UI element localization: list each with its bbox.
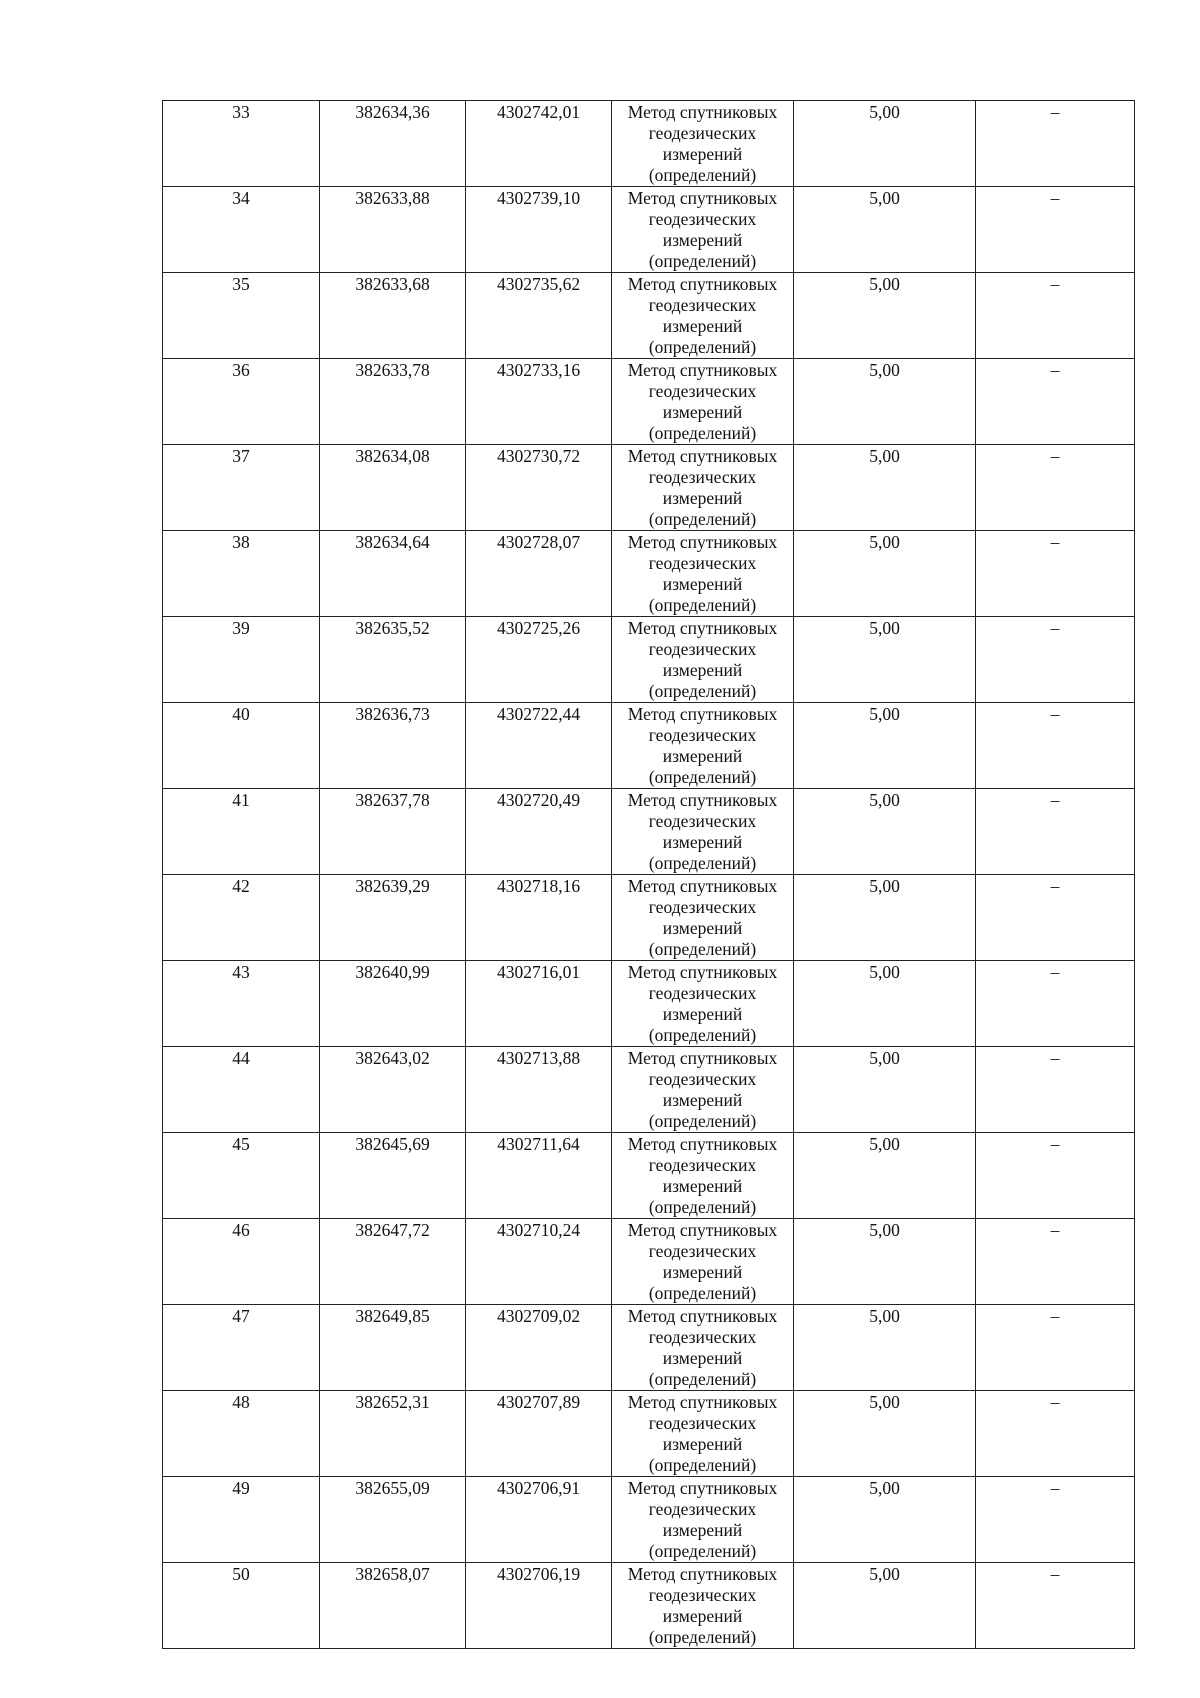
method-cell-text: Метод спутниковых геодезических измерений (определений) <box>627 446 778 529</box>
point-number-cell-text: 40 <box>232 704 250 724</box>
method-cell-text: Метод спутниковых геодезических измерений (определений) <box>627 1048 778 1131</box>
y-coordinate-cell <box>466 703 612 789</box>
y-coordinate-cell <box>466 961 612 1047</box>
y-coordinate-cell <box>466 1047 612 1133</box>
x-coordinate-cell-text: 382645,69 <box>355 1134 430 1154</box>
method-cell <box>612 445 794 531</box>
note-cell <box>976 531 1135 617</box>
table-row <box>163 101 1135 187</box>
x-coordinate-cell-text: 382639,29 <box>355 876 430 896</box>
x-coordinate-cell-text: 382637,78 <box>355 790 430 810</box>
note-cell <box>976 445 1135 531</box>
accuracy-cell <box>794 1563 976 1649</box>
x-coordinate-cell <box>320 1219 466 1305</box>
y-coordinate-cell <box>466 789 612 875</box>
accuracy-cell-text: 5,00 <box>869 102 900 122</box>
point-number-cell-text: 48 <box>232 1392 250 1412</box>
y-coordinate-cell-text: 4302742,01 <box>496 102 581 122</box>
table-row <box>163 531 1135 617</box>
point-number-cell-text: 39 <box>232 618 250 638</box>
note-cell <box>976 703 1135 789</box>
y-coordinate-cell-text: 4302710,24 <box>496 1220 581 1240</box>
method-cell <box>612 1391 794 1477</box>
method-cell <box>612 1133 794 1219</box>
method-cell-text: Метод спутниковых геодезических измерений (определений) <box>627 962 778 1045</box>
point-number-cell <box>163 1305 320 1391</box>
note-cell <box>976 1563 1135 1649</box>
note-cell <box>976 789 1135 875</box>
table-row <box>163 961 1135 1047</box>
point-number-cell <box>163 1563 320 1649</box>
x-coordinate-cell <box>320 961 466 1047</box>
x-coordinate-cell <box>320 1133 466 1219</box>
method-cell <box>612 273 794 359</box>
accuracy-cell <box>794 1305 976 1391</box>
accuracy-cell <box>794 1133 976 1219</box>
method-cell <box>612 101 794 187</box>
x-coordinate-cell-text: 382633,78 <box>355 360 430 380</box>
table-row <box>163 875 1135 961</box>
table-row <box>163 1305 1135 1391</box>
point-number-cell <box>163 789 320 875</box>
y-coordinate-cell <box>466 1563 612 1649</box>
accuracy-cell-text: 5,00 <box>869 446 900 466</box>
note-cell <box>976 875 1135 961</box>
note-cell <box>976 359 1135 445</box>
coordinates-table <box>162 100 1135 1649</box>
x-coordinate-cell <box>320 789 466 875</box>
method-cell <box>612 1563 794 1649</box>
note-cell-text: – <box>1050 188 1060 208</box>
point-number-cell <box>163 617 320 703</box>
x-coordinate-cell <box>320 101 466 187</box>
point-number-cell <box>163 875 320 961</box>
y-coordinate-cell <box>466 531 612 617</box>
accuracy-cell-text: 5,00 <box>869 1134 900 1154</box>
method-cell-text: Метод спутниковых геодезических измерений (определений) <box>627 1392 778 1475</box>
table-row <box>163 1391 1135 1477</box>
y-coordinate-cell-text: 4302722,44 <box>496 704 581 724</box>
note-cell-text: – <box>1050 1220 1060 1240</box>
point-number-cell-text: 37 <box>232 446 250 466</box>
table-row <box>163 445 1135 531</box>
accuracy-cell <box>794 273 976 359</box>
x-coordinate-cell-text: 382652,31 <box>355 1392 430 1412</box>
table-row <box>163 1047 1135 1133</box>
note-cell <box>976 1047 1135 1133</box>
point-number-cell <box>163 703 320 789</box>
x-coordinate-cell <box>320 703 466 789</box>
accuracy-cell-text: 5,00 <box>869 618 900 638</box>
accuracy-cell-text: 5,00 <box>869 704 900 724</box>
y-coordinate-cell-text: 4302706,19 <box>496 1564 581 1584</box>
note-cell-text: – <box>1050 360 1060 380</box>
x-coordinate-cell-text: 382634,36 <box>355 102 430 122</box>
note-cell-text: – <box>1050 274 1060 294</box>
point-number-cell <box>163 1477 320 1563</box>
method-cell-text: Метод спутниковых геодезических измерений (определений) <box>627 188 778 271</box>
method-cell-text: Метод спутниковых геодезических измерений (определений) <box>627 274 778 357</box>
x-coordinate-cell-text: 382635,52 <box>355 618 430 638</box>
table-row <box>163 703 1135 789</box>
note-cell-text: – <box>1050 876 1060 896</box>
point-number-cell-text: 34 <box>232 188 250 208</box>
y-coordinate-cell-text: 4302706,91 <box>496 1478 581 1498</box>
note-cell <box>976 101 1135 187</box>
note-cell <box>976 961 1135 1047</box>
point-number-cell <box>163 101 320 187</box>
accuracy-cell-text: 5,00 <box>869 188 900 208</box>
accuracy-cell-text: 5,00 <box>869 1220 900 1240</box>
note-cell-text: – <box>1050 618 1060 638</box>
method-cell-text: Метод спутниковых геодезических измерений (определений) <box>627 876 778 959</box>
method-cell <box>612 1305 794 1391</box>
method-cell <box>612 359 794 445</box>
method-cell <box>612 531 794 617</box>
method-cell-text: Метод спутниковых геодезических измерений (определений) <box>627 102 778 185</box>
table-row <box>163 789 1135 875</box>
x-coordinate-cell <box>320 531 466 617</box>
point-number-cell-text: 47 <box>232 1306 250 1326</box>
accuracy-cell <box>794 359 976 445</box>
y-coordinate-cell-text: 4302713,88 <box>496 1048 581 1068</box>
note-cell-text: – <box>1050 790 1060 810</box>
table-row <box>163 1477 1135 1563</box>
method-cell-text: Метод спутниковых геодезических измерений (определений) <box>627 1478 778 1561</box>
accuracy-cell <box>794 789 976 875</box>
method-cell-text: Метод спутниковых геодезических измерений (определений) <box>627 1306 778 1389</box>
x-coordinate-cell-text: 382634,08 <box>355 446 430 466</box>
point-number-cell-text: 35 <box>232 274 250 294</box>
note-cell-text: – <box>1050 102 1060 122</box>
method-cell-text: Метод спутниковых геодезических измерений (определений) <box>627 1220 778 1303</box>
method-cell-text: Метод спутниковых геодезических измерений (определений) <box>627 704 778 787</box>
x-coordinate-cell <box>320 1563 466 1649</box>
y-coordinate-cell-text: 4302739,10 <box>496 188 581 208</box>
method-cell <box>612 789 794 875</box>
accuracy-cell-text: 5,00 <box>869 1478 900 1498</box>
accuracy-cell <box>794 1047 976 1133</box>
y-coordinate-cell <box>466 1133 612 1219</box>
method-cell <box>612 1047 794 1133</box>
method-cell <box>612 1219 794 1305</box>
accuracy-cell-text: 5,00 <box>869 360 900 380</box>
x-coordinate-cell <box>320 617 466 703</box>
point-number-cell <box>163 1391 320 1477</box>
accuracy-cell <box>794 1477 976 1563</box>
point-number-cell <box>163 273 320 359</box>
accuracy-cell-text: 5,00 <box>869 274 900 294</box>
y-coordinate-cell-text: 4302733,16 <box>496 360 581 380</box>
x-coordinate-cell-text: 382647,72 <box>355 1220 430 1240</box>
accuracy-cell <box>794 703 976 789</box>
table-row <box>163 617 1135 703</box>
accuracy-cell <box>794 445 976 531</box>
y-coordinate-cell <box>466 187 612 273</box>
x-coordinate-cell <box>320 273 466 359</box>
table-row <box>163 359 1135 445</box>
note-cell <box>976 273 1135 359</box>
x-coordinate-cell-text: 382655,09 <box>355 1478 430 1498</box>
table-row <box>163 273 1135 359</box>
point-number-cell <box>163 1047 320 1133</box>
point-number-cell-text: 38 <box>232 532 250 552</box>
point-number-cell <box>163 1133 320 1219</box>
y-coordinate-cell <box>466 1305 612 1391</box>
y-coordinate-cell <box>466 1219 612 1305</box>
x-coordinate-cell-text: 382658,07 <box>355 1564 430 1584</box>
x-coordinate-cell <box>320 445 466 531</box>
table-row <box>163 187 1135 273</box>
method-cell-text: Метод спутниковых геодезических измерений (определений) <box>627 532 778 615</box>
method-cell <box>612 703 794 789</box>
table-row <box>163 1219 1135 1305</box>
y-coordinate-cell-text: 4302735,62 <box>496 274 581 294</box>
x-coordinate-cell-text: 382633,68 <box>355 274 430 294</box>
x-coordinate-cell-text: 382649,85 <box>355 1306 430 1326</box>
x-coordinate-cell <box>320 1305 466 1391</box>
note-cell-text: – <box>1050 962 1060 982</box>
note-cell <box>976 187 1135 273</box>
accuracy-cell <box>794 1391 976 1477</box>
point-number-cell <box>163 961 320 1047</box>
point-number-cell-text: 49 <box>232 1478 250 1498</box>
y-coordinate-cell-text: 4302716,01 <box>496 962 581 982</box>
accuracy-cell-text: 5,00 <box>869 1306 900 1326</box>
x-coordinate-cell-text: 382640,99 <box>355 962 430 982</box>
y-coordinate-cell <box>466 1391 612 1477</box>
point-number-cell <box>163 359 320 445</box>
y-coordinate-cell <box>466 445 612 531</box>
point-number-cell <box>163 531 320 617</box>
y-coordinate-cell-text: 4302725,26 <box>496 618 581 638</box>
accuracy-cell <box>794 187 976 273</box>
accuracy-cell <box>794 101 976 187</box>
method-cell-text: Метод спутниковых геодезических измерений (определений) <box>627 360 778 443</box>
note-cell <box>976 1219 1135 1305</box>
note-cell-text: – <box>1050 446 1060 466</box>
note-cell-text: – <box>1050 1306 1060 1326</box>
y-coordinate-cell-text: 4302711,64 <box>497 1134 580 1154</box>
x-coordinate-cell-text: 382633,88 <box>355 188 430 208</box>
x-coordinate-cell <box>320 359 466 445</box>
table-row <box>163 1133 1135 1219</box>
note-cell-text: – <box>1050 1048 1060 1068</box>
accuracy-cell-text: 5,00 <box>869 1392 900 1412</box>
note-cell <box>976 1133 1135 1219</box>
point-number-cell-text: 33 <box>232 102 250 122</box>
y-coordinate-cell <box>466 1477 612 1563</box>
point-number-cell-text: 45 <box>232 1134 250 1154</box>
x-coordinate-cell <box>320 1391 466 1477</box>
point-number-cell-text: 44 <box>232 1048 250 1068</box>
accuracy-cell <box>794 1219 976 1305</box>
method-cell-text: Метод спутниковых геодезических измерений (определений) <box>627 1564 778 1647</box>
x-coordinate-cell <box>320 875 466 961</box>
y-coordinate-cell-text: 4302728,07 <box>496 532 581 552</box>
note-cell-text: – <box>1050 1564 1060 1584</box>
y-coordinate-cell <box>466 617 612 703</box>
point-number-cell <box>163 445 320 531</box>
accuracy-cell-text: 5,00 <box>869 876 900 896</box>
note-cell <box>976 617 1135 703</box>
y-coordinate-cell <box>466 359 612 445</box>
note-cell <box>976 1477 1135 1563</box>
x-coordinate-cell <box>320 1477 466 1563</box>
y-coordinate-cell <box>466 273 612 359</box>
point-number-cell-text: 50 <box>232 1564 250 1584</box>
method-cell <box>612 1477 794 1563</box>
y-coordinate-cell-text: 4302720,49 <box>496 790 581 810</box>
accuracy-cell-text: 5,00 <box>869 962 900 982</box>
y-coordinate-cell <box>466 875 612 961</box>
point-number-cell-text: 41 <box>232 790 250 810</box>
y-coordinate-cell-text: 4302709,02 <box>496 1306 581 1326</box>
coordinates-table-body <box>163 101 1135 1649</box>
y-coordinate-cell-text: 4302707,89 <box>496 1392 581 1412</box>
x-coordinate-cell <box>320 1047 466 1133</box>
note-cell-text: – <box>1050 1392 1060 1412</box>
note-cell-text: – <box>1050 704 1060 724</box>
point-number-cell-text: 36 <box>232 360 250 380</box>
point-number-cell-text: 43 <box>232 962 250 982</box>
method-cell-text: Метод спутниковых геодезических измерений (определений) <box>627 1134 778 1217</box>
y-coordinate-cell-text: 4302730,72 <box>496 446 581 466</box>
x-coordinate-cell <box>320 187 466 273</box>
method-cell-text: Метод спутниковых геодезических измерений (определений) <box>627 618 778 701</box>
accuracy-cell-text: 5,00 <box>869 1048 900 1068</box>
point-number-cell-text: 42 <box>232 876 250 896</box>
table-row <box>163 1563 1135 1649</box>
note-cell-text: – <box>1050 532 1060 552</box>
y-coordinate-cell-text: 4302718,16 <box>496 876 581 896</box>
accuracy-cell-text: 5,00 <box>869 1564 900 1584</box>
accuracy-cell-text: 5,00 <box>869 790 900 810</box>
accuracy-cell-text: 5,00 <box>869 532 900 552</box>
x-coordinate-cell-text: 382636,73 <box>355 704 430 724</box>
method-cell <box>612 617 794 703</box>
note-cell-text: – <box>1050 1134 1060 1154</box>
x-coordinate-cell-text: 382643,02 <box>355 1048 430 1068</box>
note-cell <box>976 1391 1135 1477</box>
method-cell-text: Метод спутниковых геодезических измерений (определений) <box>627 790 778 873</box>
accuracy-cell <box>794 617 976 703</box>
method-cell <box>612 187 794 273</box>
point-number-cell <box>163 1219 320 1305</box>
method-cell <box>612 875 794 961</box>
point-number-cell-text: 46 <box>232 1220 250 1240</box>
x-coordinate-cell-text: 382634,64 <box>355 532 430 552</box>
note-cell-text: – <box>1050 1478 1060 1498</box>
accuracy-cell <box>794 961 976 1047</box>
accuracy-cell <box>794 531 976 617</box>
method-cell <box>612 961 794 1047</box>
y-coordinate-cell <box>466 101 612 187</box>
note-cell <box>976 1305 1135 1391</box>
point-number-cell <box>163 187 320 273</box>
accuracy-cell <box>794 875 976 961</box>
